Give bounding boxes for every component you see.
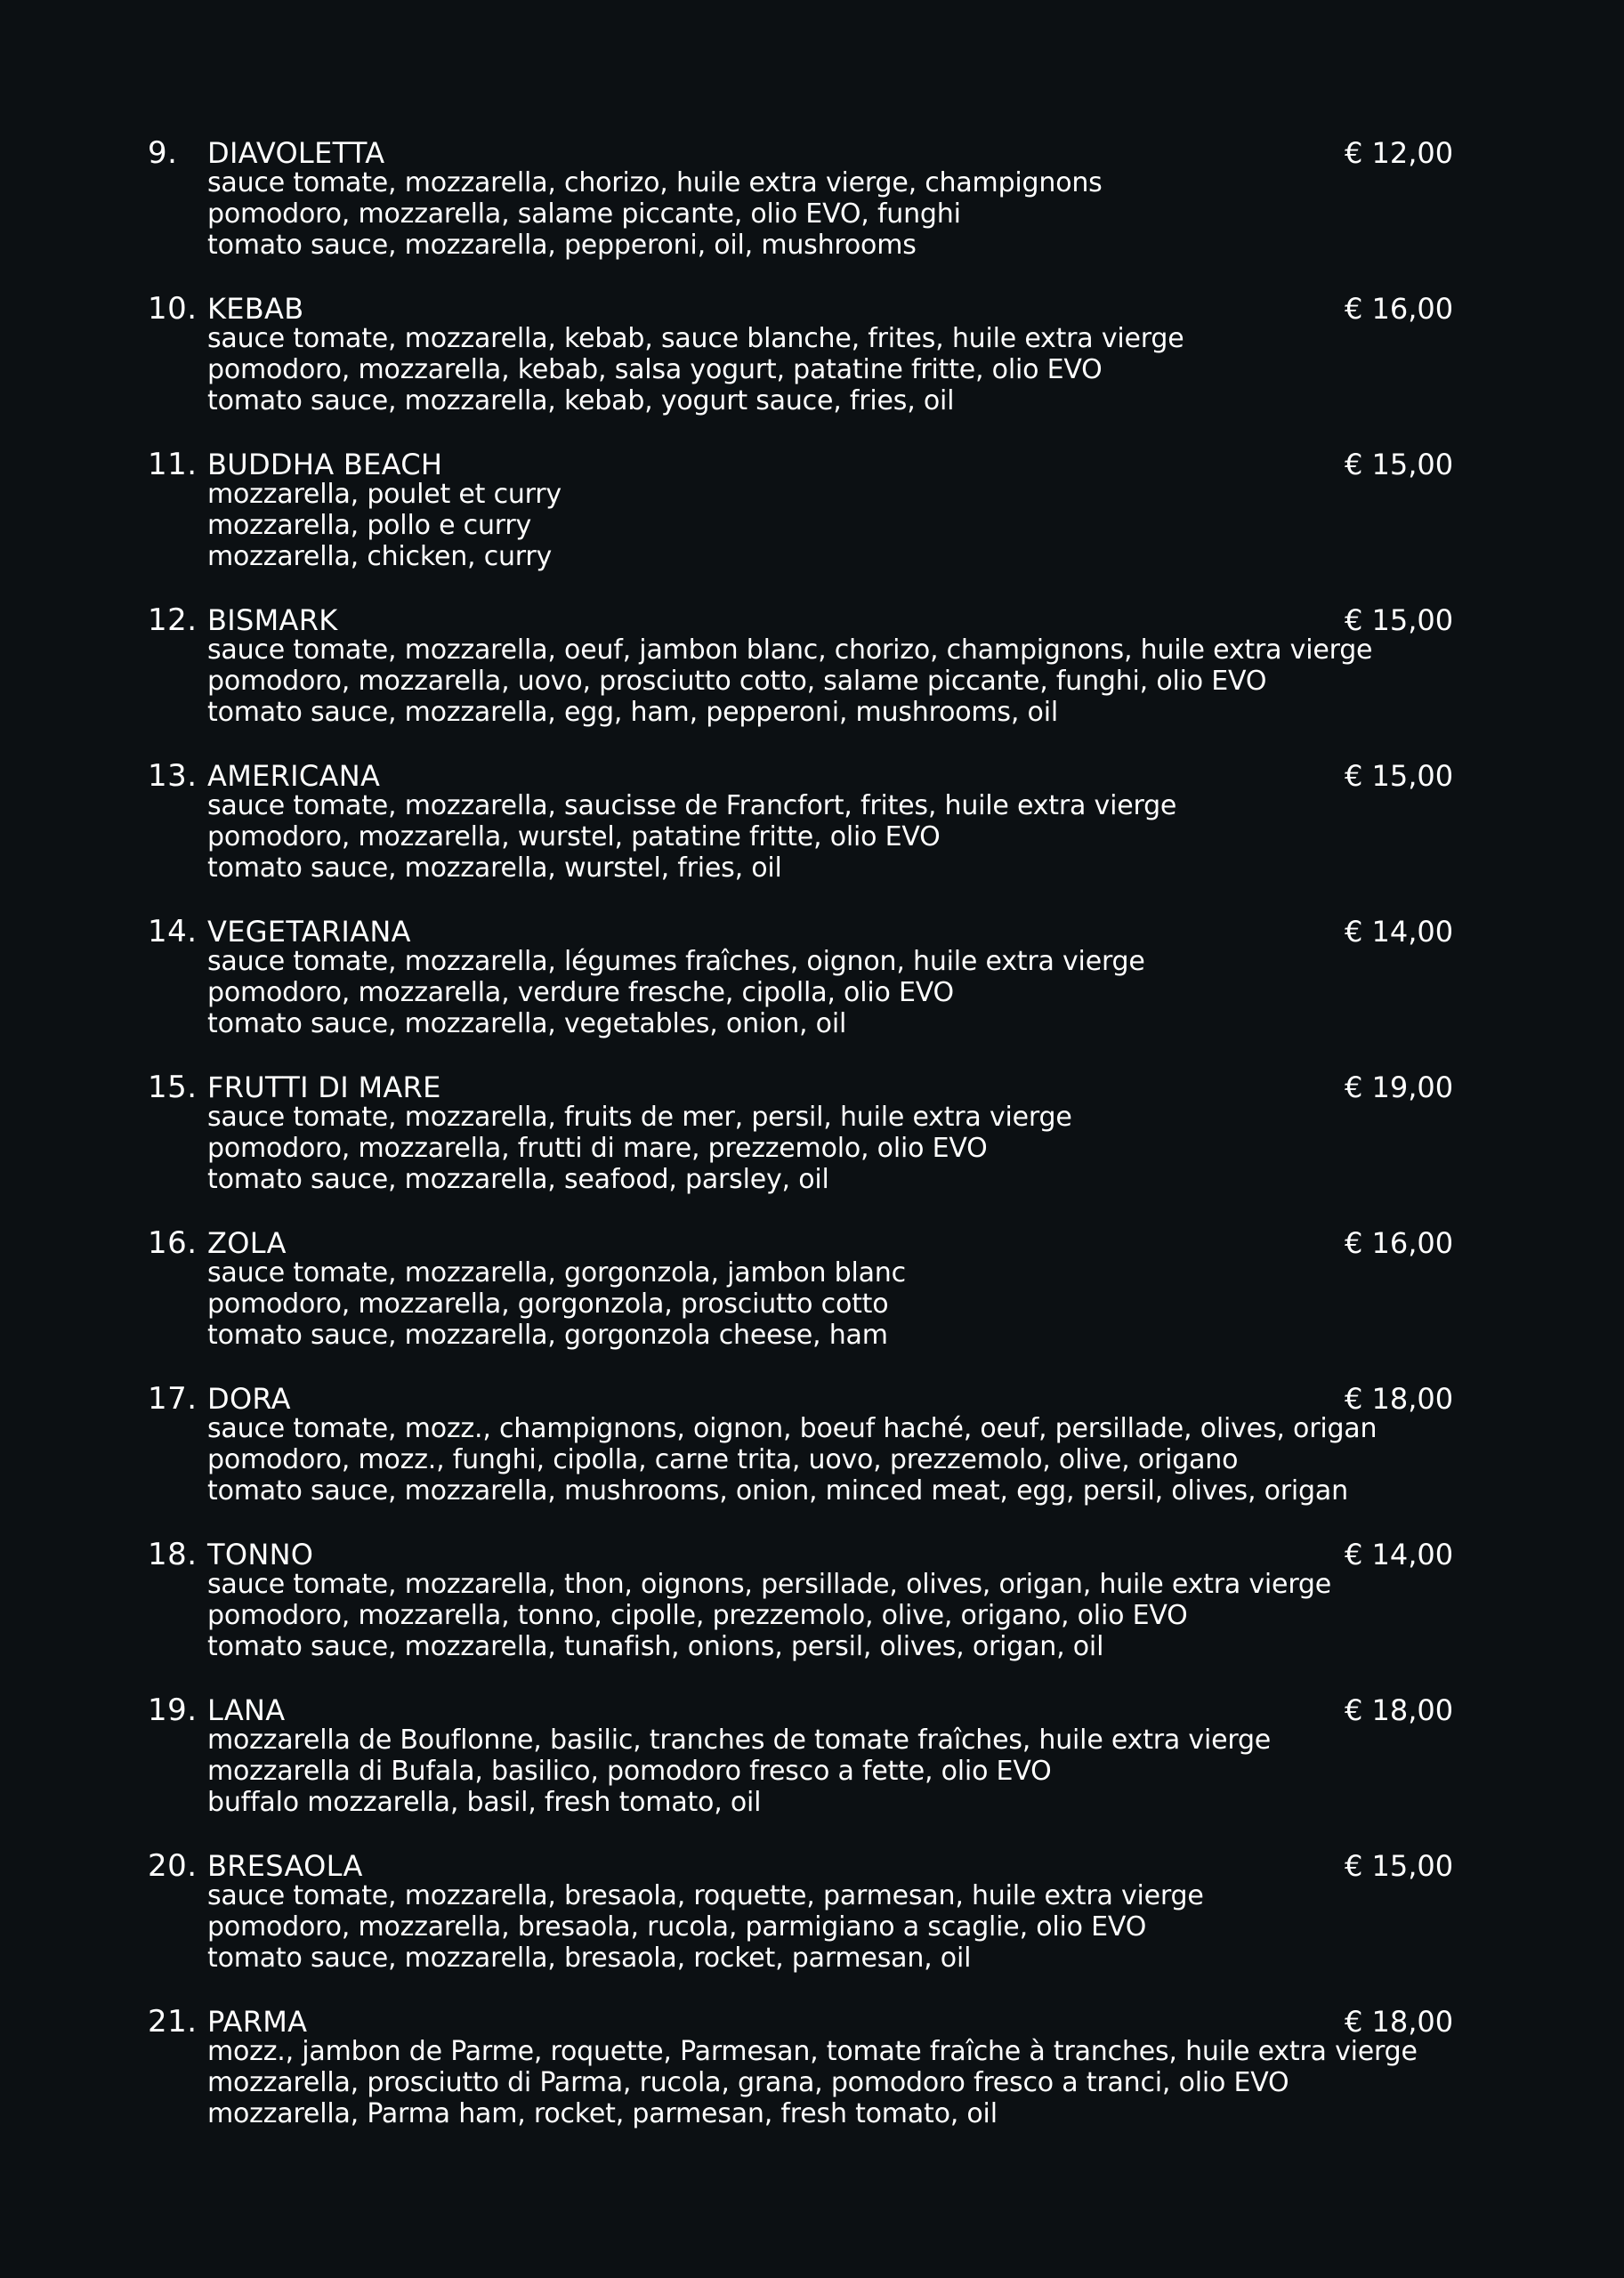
description-line: sauce tomate, mozz., champignons, oignon, boeuf haché, oeuf, persillade, olives, origan [207, 1413, 1378, 1444]
item-number: 21. [148, 2004, 198, 2040]
item-price: € 15,00 [1345, 603, 1454, 637]
item-name: PARMA [207, 2005, 308, 2039]
menu-item [148, 1846, 1483, 2002]
menu-item [148, 1535, 1483, 1691]
item-number: 10. [148, 291, 198, 327]
description-line: pomodoro, mozzarella, frutti di mare, prezzemolo, olio EVO [207, 1133, 988, 1164]
menu-item [148, 1224, 1483, 1379]
item-price: € 15,00 [1345, 1849, 1454, 1883]
description-line: mozzarella, pollo e curry [207, 510, 532, 541]
menu-item [148, 289, 1483, 445]
pizza-menu-list [148, 133, 1483, 2158]
item-description [207, 790, 1489, 884]
description-line: sauce tomate, mozzarella, chorizo, huile extra vierge, champignons [207, 167, 1103, 198]
item-price: € 18,00 [1345, 1693, 1454, 1727]
item-number: 15. [148, 1070, 198, 1105]
item-name: FRUTTI DI MARE [207, 1070, 441, 1104]
item-price: € 19,00 [1345, 1070, 1454, 1104]
menu-item [148, 1691, 1483, 1846]
description-line: sauce tomate, mozzarella, thon, oignons, persillade, olives, origan, huile extra vierge [207, 1569, 1332, 1600]
item-number: 9. [148, 135, 178, 171]
item-name: BISMARK [207, 603, 338, 637]
description-line: pomodoro, mozzarella, gorgonzola, prosciutto cotto [207, 1288, 889, 1320]
item-name: BRESAOLA [207, 1849, 363, 1883]
item-name: LANA [207, 1693, 286, 1727]
description-line: tomato sauce, mozzarella, gorgonzola cheese, ham [207, 1320, 888, 1351]
menu-item [148, 1379, 1483, 1535]
item-description [207, 167, 1489, 261]
item-name: TONNO [207, 1538, 314, 1571]
item-description [207, 479, 1489, 572]
item-description [207, 634, 1489, 728]
description-line: sauce tomate, mozzarella, kebab, sauce blanche, frites, huile extra vierge [207, 323, 1184, 354]
description-line: buffalo mozzarella, basil, fresh tomato, oil [207, 1787, 762, 1818]
item-description [207, 1413, 1489, 1507]
item-description [207, 1257, 1489, 1351]
item-price: € 14,00 [1345, 915, 1454, 949]
description-line: pomodoro, mozzarella, kebab, salsa yogurt, patatine fritte, olio EVO [207, 354, 1103, 385]
menu-item [148, 2002, 1483, 2158]
item-number: 16. [148, 1225, 198, 1261]
description-line: sauce tomate, mozzarella, oeuf, jambon blanc, chorizo, champignons, huile extra vierge [207, 634, 1373, 666]
description-line: tomato sauce, mozzarella, egg, ham, pepperoni, mushrooms, oil [207, 697, 1058, 728]
item-number: 17. [148, 1381, 198, 1417]
item-price: € 18,00 [1345, 1382, 1454, 1416]
item-name: DORA [207, 1382, 291, 1416]
item-description [207, 946, 1489, 1039]
item-number: 14. [148, 914, 198, 949]
description-line: tomato sauce, mozzarella, seafood, parsley, oil [207, 1164, 829, 1195]
item-name: ZOLA [207, 1226, 287, 1260]
description-line: tomato sauce, mozzarella, bresaola, rocket, parmesan, oil [207, 1943, 972, 1974]
item-name: BUDDHA BEACH [207, 448, 443, 481]
menu-item [148, 445, 1483, 601]
description-line: sauce tomate, mozzarella, bresaola, roquette, parmesan, huile extra vierge [207, 1880, 1204, 1911]
description-line: mozzarella de Bouflonne, basilic, tranches de tomate fraîches, huile extra vierge [207, 1725, 1272, 1756]
description-line: sauce tomate, mozzarella, gorgonzola, jambon blanc [207, 1257, 906, 1288]
item-description [207, 1569, 1489, 1662]
item-number: 18. [148, 1537, 198, 1572]
description-line: tomato sauce, mozzarella, kebab, yogurt sauce, fries, oil [207, 385, 955, 416]
description-line: tomato sauce, mozzarella, wurstel, fries, oil [207, 852, 782, 884]
item-price: € 15,00 [1345, 759, 1454, 793]
item-number: 13. [148, 758, 198, 794]
item-price: € 15,00 [1345, 448, 1454, 481]
menu-item [148, 601, 1483, 756]
description-line: pomodoro, mozzarella, verdure fresche, cipolla, olio EVO [207, 977, 954, 1008]
menu-item [148, 912, 1483, 1068]
description-line: mozzarella, chicken, curry [207, 541, 553, 572]
description-line: pomodoro, mozzarella, tonno, cipolle, prezzemolo, olive, origano, olio EVO [207, 1600, 1188, 1631]
description-line: tomato sauce, mozzarella, mushrooms, onion, minced meat, egg, persil, olives, origan [207, 1475, 1348, 1507]
menu-item [148, 756, 1483, 912]
description-line: pomodoro, mozzarella, salame piccante, olio EVO, funghi [207, 198, 961, 230]
menu-item [148, 1068, 1483, 1224]
item-name: VEGETARIANA [207, 915, 411, 949]
item-name: DIAVOLETTA [207, 136, 385, 170]
item-description [207, 2036, 1489, 2129]
item-number: 19. [148, 1692, 198, 1728]
description-line: mozzarella, Parma ham, rocket, parmesan, fresh tomato, oil [207, 2098, 998, 2129]
item-description [207, 323, 1489, 416]
menu-item [148, 133, 1483, 289]
description-line: pomodoro, mozz., funghi, cipolla, carne trita, uovo, prezzemolo, olive, origano [207, 1444, 1239, 1475]
description-line: pomodoro, mozzarella, wurstel, patatine fritte, olio EVO [207, 821, 941, 852]
item-name: KEBAB [207, 292, 304, 326]
description-line: tomato sauce, mozzarella, vegetables, onion, oil [207, 1008, 847, 1039]
description-line: pomodoro, mozzarella, uovo, prosciutto cotto, salame piccante, funghi, olio EVO [207, 666, 1267, 697]
description-line: mozz., jambon de Parme, roquette, Parmesan, tomate fraîche à tranches, huile extra vierge [207, 2036, 1418, 2067]
description-line: sauce tomate, mozzarella, fruits de mer, persil, huile extra vierge [207, 1102, 1072, 1133]
item-description [207, 1725, 1489, 1818]
item-number: 20. [148, 1848, 198, 1884]
item-price: € 16,00 [1345, 292, 1454, 326]
item-number: 12. [148, 602, 198, 638]
item-price: € 14,00 [1345, 1538, 1454, 1571]
description-line: mozzarella, poulet et curry [207, 479, 562, 510]
item-price: € 16,00 [1345, 1226, 1454, 1260]
item-description [207, 1880, 1489, 1974]
description-line: mozzarella, prosciutto di Parma, rucola, grana, pomodoro fresco a tranci, olio EVO [207, 2067, 1289, 2098]
description-line: sauce tomate, mozzarella, saucisse de Francfort, frites, huile extra vierge [207, 790, 1177, 821]
description-line: sauce tomate, mozzarella, légumes fraîches, oignon, huile extra vierge [207, 946, 1145, 977]
description-line: pomodoro, mozzarella, bresaola, rucola, parmigiano a scaglie, olio EVO [207, 1911, 1147, 1943]
description-line: mozzarella di Bufala, basilico, pomodoro fresco a fette, olio EVO [207, 1756, 1052, 1787]
item-description [207, 1102, 1489, 1195]
item-price: € 12,00 [1345, 136, 1454, 170]
item-price: € 18,00 [1345, 2005, 1454, 2039]
description-line: tomato sauce, mozzarella, tunafish, onions, persil, olives, origan, oil [207, 1631, 1104, 1662]
item-number: 11. [148, 447, 198, 482]
item-name: AMERICANA [207, 759, 381, 793]
description-line: tomato sauce, mozzarella, pepperoni, oil, mushrooms [207, 230, 917, 261]
